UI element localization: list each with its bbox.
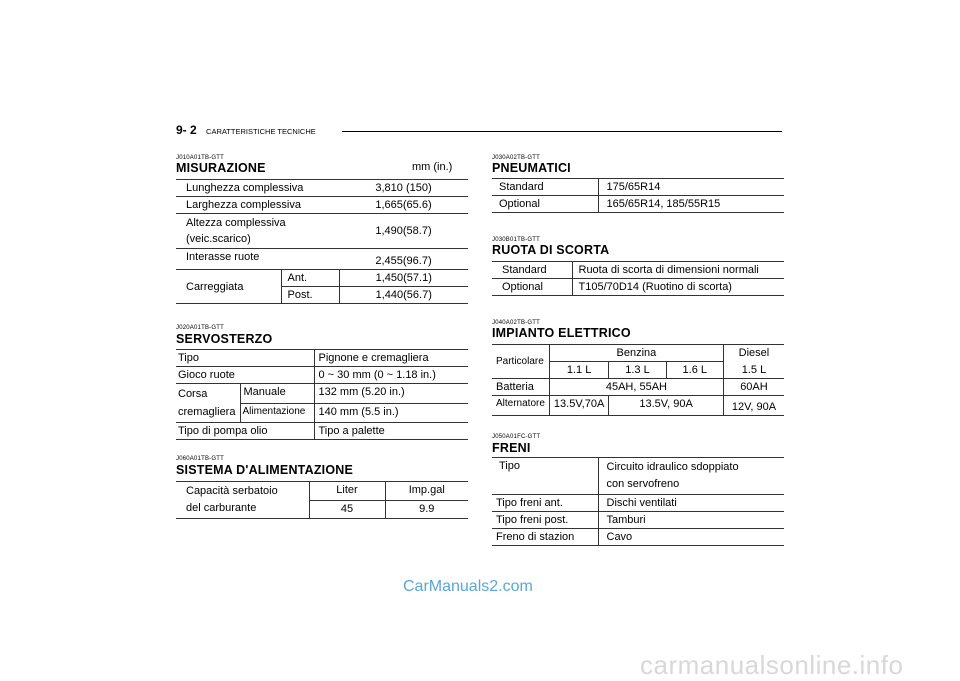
watermark-link[interactable]: CarManuals2.com <box>403 578 533 595</box>
ruota-code: J030B01TB-GTT <box>492 237 540 243</box>
table-row: Standard Ruota di scorta di dimensioni normali <box>492 262 784 279</box>
table-row: Larghezza complessiva 1,665(65.6) <box>176 197 468 214</box>
misurazione-unit: mm (in.) <box>412 161 453 173</box>
misurazione-table <box>176 179 468 304</box>
table-row: Gioco ruote 0 ~ 30 mm (0 ~ 1.18 in.) <box>176 367 468 384</box>
table-row: Tipo freni ant. Dischi ventilati <box>492 495 784 512</box>
servosterzo-code: J020A01TB-GTT <box>176 325 224 331</box>
freni-title: FRENI <box>492 441 531 455</box>
table-row: Corsa cremagliera Manuale 132 mm (5.20 in.) <box>176 384 468 404</box>
table-row: Tipo freni post. Tamburi <box>492 512 784 529</box>
servosterzo-table <box>176 349 468 440</box>
page-number: 9- 2 <box>176 123 197 137</box>
misurazione-code: J010A01TB-GTT <box>176 155 224 161</box>
table-row: 45 9.9 <box>176 500 468 519</box>
elettrico-table <box>492 344 784 416</box>
servosterzo-title: SERVOSTERZO <box>176 332 273 346</box>
table-row: Capacità serbatoio del carburante Liter Imp.gal <box>176 482 468 501</box>
table-row: Freno di stazion Cavo <box>492 529 784 546</box>
pneumatici-code: J030A02TB-GTT <box>492 155 540 161</box>
table-row: Tipo di pompa olio Tipo a palette <box>176 423 468 440</box>
table-row: Batteria 45AH, 55AH 60AH <box>492 379 784 396</box>
table-row: Tipo Pignone e cremagliera <box>176 350 468 367</box>
table-row: Standard 175/65R14 <box>492 179 784 196</box>
pneumatici-title: PNEUMATICI <box>492 161 571 175</box>
elettrico-code: J040A02TB-GTT <box>492 320 540 326</box>
page-title: CARATTERISTICHE TECNICHE <box>206 127 316 136</box>
ruota-title: RUOTA DI SCORTA <box>492 243 610 257</box>
alimentazione-title: SISTEMA D'ALIMENTAZIONE <box>176 463 354 477</box>
table-row: Alimentazione 140 mm (5.5 in.) <box>176 403 468 423</box>
table-row: Tipo Circuito idraulico sdoppiato con servofreno <box>492 458 784 495</box>
table-row: Alternatore 13.5V,70A 13.5V, 90A 12V, 90A <box>492 396 784 416</box>
table-row: Lunghezza complessiva 3,810 (150) <box>176 180 468 197</box>
page-header <box>176 123 316 137</box>
ruota-table <box>492 261 784 296</box>
table-row: 1.1 L 1.3 L 1.6 L 1.5 L <box>492 362 784 379</box>
alimentazione-table <box>176 481 468 519</box>
misurazione-title: MISURAZIONE <box>176 161 266 175</box>
freni-code: J050A01FC-GTT <box>492 434 541 440</box>
table-row: Post. 1,440(56.7) <box>176 287 468 304</box>
elettrico-title: IMPIANTO ELETTRICO <box>492 326 631 340</box>
freni-table <box>492 457 784 546</box>
alimentazione-code: J060A01TB-GTT <box>176 456 224 462</box>
table-row: Interasse ruote 2,455(96.7) <box>176 249 468 270</box>
table-row: Altezza complessiva (veic.scarico) 1,490(58.7) <box>176 214 468 249</box>
table-row: Optional 165/65R14, 185/55R15 <box>492 196 784 213</box>
header-rule <box>342 131 782 132</box>
pneumatici-table <box>492 178 784 213</box>
table-row: Particolare Benzina Diesel <box>492 345 784 362</box>
table-row: Optional T105/70D14 (Ruotino di scorta) <box>492 279 784 296</box>
watermark-text: carmanualsonline.info <box>640 650 904 680</box>
table-row: Carreggiata Ant. 1,450(57.1) <box>176 270 468 287</box>
